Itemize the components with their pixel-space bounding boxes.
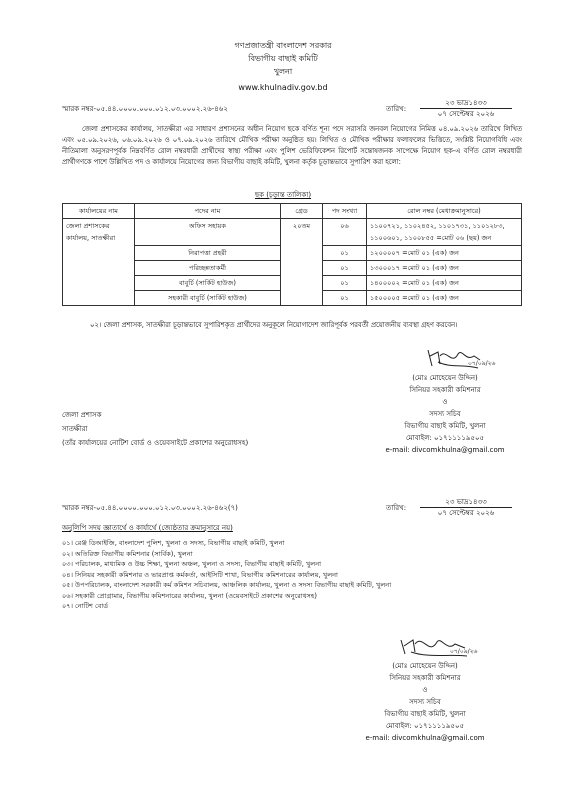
memo2-date [418,497,514,518]
roll-cell: ১৩০০০১৭ =মোট ০১ (এক) জন [367,261,522,276]
addressee-title: জেলা প্রশাসক [62,411,102,419]
list-item: ০৪। সিনিয়র সহকারী কমিশনার ও ভারপ্রাপ্ত কর্মকর্তা, আইসিটি শাখা, বিভাগীয় কমিশনারের কার্যালয়, খুলনা [62,570,338,579]
post-cell: সহকারী বাবুর্চি (সার্কিট হাউজ) [135,291,281,306]
signatory-email[interactable]: e-mail: divcomkhulna@gmail.com [385,446,505,454]
body-paragraph: জেলা প্রশাসকের কার্যালয়, সাতক্ষীরা এর সাধারণ প্রশাসনের অধীন নিয়োগ ছকে বর্ণিত শূন্য পদে সরাসরি জনবল নিয়োগের নিমিত্ত ০৪.০৯.২০২৬ তারিখে লিখিত এবং ০৫.০৯.২০২৬, ০৬.০৯.২০২৬ ও ০৭.০৯.২০২৬ তারিখে মৌখিক পরীক্ষা অনুষ্ঠিত হয়। লিখিত ও মৌখিক পরীক্ষার ফলাফলের ভিত্তিতে, সংশ্লিষ্ট নিয়োগবিধি এবং নীতিমালা অনুসরণপূর্বক নিম্নবর্ণিত রোল নম্বরধারী প্রার্থীদের স্বাস্থ্য পরীক্ষা এবং পুলিশ ভেরিফিকেশন রিপোর্ট সন্তোষজনক সাপেক্ষে নিয়োগ ছক-এ বর্ণিত রোল নম্বরধারী প্রার্থীগণকে পাশে উল্লিখিত পদ ও কার্যালয়ে নিয়োগের জন্য বিভাগীয় বাছাই কমিটি, খুলনা কর্তৃক চূড়ান্তভাবে সুপারিশ করা হলো: [62,125,522,166]
table-title: ছক (চূড়ান্ত তালিকা) [254,191,312,199]
signatory-name: (মোঃ মোহেয়েন উদ্দিন) [412,374,478,382]
post-cell: নিরাপত্তা প্রহরী [135,246,281,261]
signature-date: ০৭/০৯/২৬ [468,360,496,367]
website-link[interactable]: www.khulnadiv.gov.bd [238,83,328,92]
memo2-ref: স্মারক নম্বর-০৫.৪৪.০০০০.০০০.০১২.০৩.০০০২.২৬-৪৬২(৭) [62,504,238,512]
instruction-paragraph: ০২। জেলা প্রশাসক, সাতক্ষীরা চূড়ান্তভাবে সুপারিশকৃত প্রার্থীদের অনুকূলে নিয়োগাদেশ জারিপূর্বক পরবর্তী প্রয়োজনীয় ব্যবস্থা গ্রহণ করবেন। [90,321,458,329]
list-item: ০২। অতিরিক্ত বিভাগীয় কমিশনার (সার্বিক), খুলনা [62,549,193,558]
signatory-role: সদস্য সচিব [429,410,461,418]
signatory-block-2 [345,660,505,744]
memo2-date-label: তারিখ: [386,504,407,512]
office-cell: জেলা প্রশাসকের কার্যালয়, সাতক্ষীরা [63,219,135,306]
count-cell: ০৬ [323,219,367,246]
signatory-block [365,372,525,456]
list-item: ০৬। সহকারী প্রোগ্রামার, বিভাগীয় কমিশনারের কার্যালয়, খুলনা (ওয়েবসাইটে প্রকাশের অনুরোধসহ) [62,591,317,600]
col-grade: গ্রেড [281,204,323,219]
date-english: ০৭ সেপ্টেম্বর ২০২৬ [437,509,495,517]
addressee-district: সাতক্ষীরা [62,425,88,433]
cc-list [62,538,532,612]
date-bangla: ২৩ ভাদ্র১৪৩৩ [445,498,487,506]
signatory-mobile: মোবাইল: ০১৭১১১১৯৫০৫ [385,722,465,730]
table-row [63,219,522,246]
cc-title: অনুলিপি সদয় জ্ঞাতার্থে ও কার্যার্থে (জ্যেষ্ঠতার ক্রমানুসারে নয়) [62,524,233,532]
signatory-title: সিনিয়র সহকারী কমিশনার [389,674,461,682]
addressee-block [62,408,248,450]
signatory-title: সিনিয়র সহকারী কমিশনার [409,386,481,394]
col-count: পদ সংখ্যা [323,204,367,219]
signatory-name: (মোঃ মোহেয়েন উদ্দিন) [392,662,458,670]
col-post: পদের নাম [135,204,281,219]
signatory-role: সদস্য সচিব [409,698,441,706]
gov-title: গণপ্রজাতন্ত্রী বাংলাদেশ সরকার [234,41,332,50]
posts-table [62,203,522,306]
memo-ref: স্মারক নম্বর-০৫.৪৪.০০০০.০০০.০১২.০৩.০০০২.২৬-৪৬২ [62,105,228,113]
count-cell: ০১ [323,291,367,306]
signatory-email[interactable]: e-mail: divcomkhulna@gmail.com [365,734,485,742]
col-roll: রোল নম্বর (মেধাক্রমানুসারে) [367,204,522,219]
date-label: তারিখ: [386,105,407,113]
post-cell: বাবুর্চি (সার্কিট হাউজ) [135,276,281,291]
list-item: ০৩। পরিচালক, মাধ্যমিক ও উচ্চ শিক্ষা, খুলনা অঞ্চল, খুলনা ও সদস্য, বিভাগীয় বাছাই কমিটি, খুলনা [62,560,322,568]
list-item: ০৭। নোটিশ বোর্ড [62,602,109,610]
post-cell: অফিস সহায়ক [135,219,281,246]
date-english: ০৭ সেপ্টেম্বর ২০২৬ [437,110,495,118]
committee-title: বিভাগীয় বাছাই কমিটি [248,54,318,63]
addressee-note: (তাঁর কার্যালয়ের নোটিশ বোর্ড ও ওয়েবসাইটে প্রকাশের অনুরোধসহ) [62,439,249,447]
signature-date-2: ০৭/০৯/২৬ [450,648,478,655]
roll-cell: ১৪০০০০২ =মোট ০১ (এক) জন [367,276,522,291]
count-cell: ০১ [323,246,367,261]
count-cell: ০১ [323,276,367,291]
count-cell: ০১ [323,261,367,276]
col-office: কার্যালয়ের নাম [63,204,135,219]
roll-cell: ১৫০০০০৫ =মোট ০১ (এক) জন [367,291,522,306]
signatory-and: ও [422,686,428,694]
list-item: ০৫। উপপরিচালক, বাংলাদেশ সরকারী কর্ম কমিশন সচিবালয়, আঞ্চলিক কার্যালয়, খুলনা ও সদস্য বিভাগীয় বাছাই কমিটি, খুলনা [62,581,392,589]
post-cell: পরিচ্ছন্নতাকর্মী [135,261,281,276]
date-bangla: ২৩ ভাদ্র১৪৩৩ [445,99,487,107]
roll-cell: ১১০০৭২১, ১১০২৪৫২, ১১০১৭৩১, ১১০১২৮৩, ১১০০৬০১, ১১০০৮৫৫ =মোট ০৬ (ছয়) জন [367,219,522,246]
memo-date [418,98,514,119]
list-item: ০১। রেঞ্জ ডিআইজি, বাংলাদেশ পুলিশ, খুলনা ও সদস্য, বিভাগীয় বাছাই কমিটি, খুলনা [62,539,285,547]
signatory-and: ও [442,398,448,406]
table-header-row [63,204,522,219]
roll-cell: ১২০০০০৭ =মোট ০১ (এক) জন [367,246,522,261]
grade-cell: ২০তম [281,219,323,306]
signatory-committee: বিভাগীয় বাছাই কমিটি, খুলনা [384,710,466,718]
city-title: খুলনা [273,67,293,76]
signatory-mobile: মোবাইল: ০১৭১১১১৯৫০৫ [405,434,485,442]
signatory-committee: বিভাগীয় বাছাই কমিটি, খুলনা [404,422,486,430]
